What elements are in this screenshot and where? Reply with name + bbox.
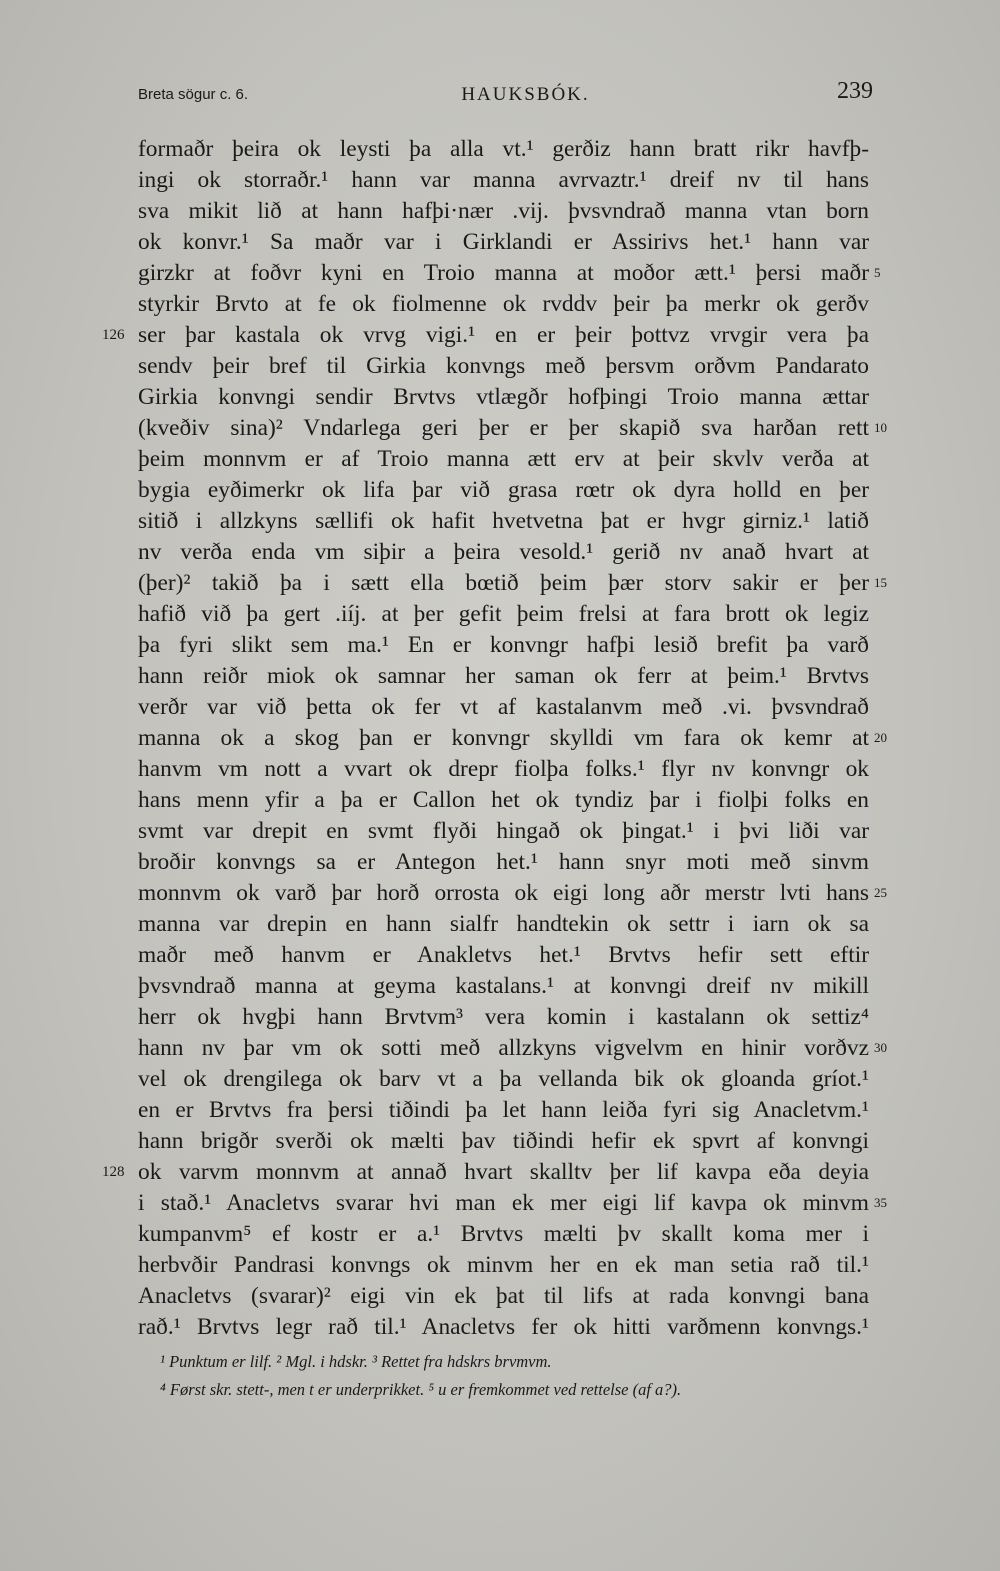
text-line: manna var drepin en hann sialfr handtekin ok settr i iarn ok sa <box>138 911 869 937</box>
text-line: en er Brvtvs fra þersi tiðindi þa let hann leiða fyri sig Anacletvm.¹ <box>138 1097 869 1123</box>
text-line: verðr var við þetta ok fer vt af kastalanvm með .vi. þvsvndrað <box>138 694 869 720</box>
text-line: broðir konvngs sa er Antegon het.¹ hann snyr moti með sinvm <box>138 849 869 875</box>
text-line: ok konvr.¹ Sa maðr var i Girklandi er Assirivs het.¹ hann var <box>138 229 869 255</box>
text-line: (kveðiv sina)² Vndarlega geri þer er þer skapið sva harðan rett <box>138 415 869 441</box>
book-title: HAUKSBÓK. <box>461 84 590 105</box>
text-line: hans menn yfir a þa er Callon het ok tyndiz þar i fiolþi folks en <box>138 787 869 813</box>
line-number: 20 <box>874 730 887 745</box>
footnote: ¹ Punktum er lilf. ² Mgl. i hdskr. ³ Rettet fra hdskrs brvmvm. <box>160 1352 552 1371</box>
text-line: ok varvm monnvm at annað hvart skalltv þer lif kavpa eða deyia <box>138 1159 869 1185</box>
line-number: 15 <box>874 575 887 590</box>
text-line: Girkia konvngi sendir Brvtvs vtlægðr hofþingi Troio manna ættar <box>138 384 869 410</box>
text-line: hanvm vm nott a vvart ok drepr fiolþa folks.¹ flyr nv konvngr ok <box>138 756 869 782</box>
text-line: manna ok a skog þan er konvngr skylldi vm fara ok kemr at <box>138 725 869 751</box>
text-line: hann brigðr sverði ok mælti þav tiðindi hefir ek spvrt af konvngi <box>138 1128 869 1154</box>
text-line: monnvm ok varð þar horð orrosta ok eigi long aðr merstr lvti hans <box>138 880 869 906</box>
line-number: 30 <box>874 1040 887 1055</box>
text-line: sendv þeir bref til Girkia konvngs með þersvm orðvm Pandarato <box>138 353 869 379</box>
text-line: þa fyri slikt sem ma.¹ En er konvngr hafþi lesið brefit þa varð <box>138 632 869 658</box>
text-line: herr ok hvgþi hann Brvtvm³ vera komin i kastalann ok settiz⁴ <box>138 1004 869 1030</box>
text-line: vel ok drengilega ok barv vt a þa vellanda bik ok gloanda gríot.¹ <box>138 1066 869 1092</box>
running-header <box>138 78 873 112</box>
text-line: ingi ok storraðr.¹ hann var manna avrvaztr.¹ dreif nv til hans <box>138 167 869 193</box>
text-line: herbvðir Pandrasi konvngs ok minvm her en ek man setia rað til.¹ <box>138 1252 869 1278</box>
line-number: 25 <box>874 885 887 900</box>
text-line: styrkir Brvto at fe ok fiolmenne ok rvddv þeir þa merkr ok gerðv <box>138 291 869 317</box>
line-number: 35 <box>874 1195 887 1210</box>
text-line: sva mikit lið at hann hafþi·nær .vij. þvsvndrað manna vtan born <box>138 198 869 224</box>
text-line: maðr með hanvm er Anakletvs het.¹ Brvtvs hefir sett eftir <box>138 942 869 968</box>
text-line: svmt var drepit en svmt flyði hingað ok þingat.¹ i þvi liði var <box>138 818 869 844</box>
text-line: hann nv þar vm ok sotti með allzkyns vigvelvm en hinir vorðvz <box>138 1035 869 1061</box>
text-line: i stað.¹ Anacletvs svarar hvi man ek mer eigi lif kavpa ok minvm <box>138 1190 869 1216</box>
line-number: 5 <box>874 265 881 280</box>
section-title: Breta sögur c. 6. <box>138 86 249 103</box>
text-line: girzkr at foðvr kyni en Troio manna at moðor ætt.¹ þersi maðr <box>138 260 869 286</box>
text-line: Anacletvs (svarar)² eigi vin ek þat til lifs at rada konvngi bana <box>138 1283 869 1309</box>
text-line: sitið i allzkyns sællifi ok hafit hvetvetna þat er hvgr girniz.¹ latið <box>138 508 869 534</box>
manuscript-page-ref: 126 <box>102 327 125 343</box>
line-number: 10 <box>874 420 887 435</box>
text-line: ser þar kastala ok vrvg vigi.¹ en er þeir þottvz vrvgir vera þa <box>138 322 869 348</box>
footnote: ⁴ Først skr. stett-, men t er underprikket. ⁵ u er fremkommet ved rettelse (af a?). <box>160 1380 682 1399</box>
text-line: hann reiðr miok ok samnar her saman ok ferr at þeim.¹ Brvtvs <box>138 663 869 689</box>
text-line: rað.¹ Brvtvs legr rað til.¹ Anacletvs fer ok hitti varðmenn konvngs.¹ <box>138 1314 869 1340</box>
text-line: bygia eyðimerkr ok lifa þar við grasa rœtr ok dyra holld en þer <box>138 477 869 503</box>
text-line: nv verða enda vm siþir a þeira vesold.¹ gerið nv anað hvart at <box>138 539 869 565</box>
page-number: 239 <box>837 78 873 104</box>
text-line: (þer)² takið þa i sætt ella bœtið þeim þær storv sakir er þer <box>138 570 869 596</box>
text-line: þeim monnvm er af Troio manna ætt erv at þeir skvlv verða at <box>138 446 869 472</box>
text-line: hafið við þa gert .iíj. at þer gefit þeim frelsi at fara brott ok legiz <box>138 601 869 627</box>
text-line: formaðr þeira ok leysti þa alla vt.¹ gerðiz hann bratt rikr havfþ- <box>138 136 869 162</box>
manuscript-page-ref: 128 <box>102 1164 125 1180</box>
text-line: þvsvndrað manna at geyma kastalans.¹ at konvngi dreif nv mikill <box>138 973 869 999</box>
text-line: kumpanvm⁵ ef kostr er a.¹ Brvtvs mælti þv skallt koma mer i <box>138 1221 869 1247</box>
